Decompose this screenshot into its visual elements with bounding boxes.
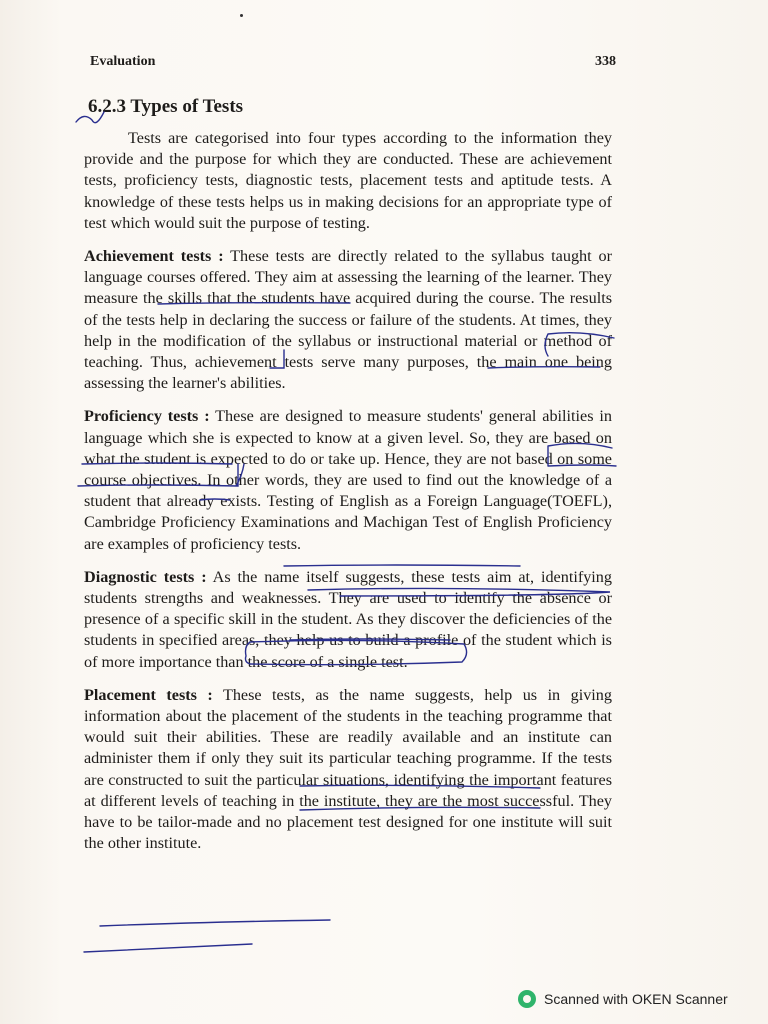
scanner-watermark	[518, 990, 728, 1008]
placement-tests-term: Placement tests :	[84, 685, 213, 704]
diagnostic-tests-term: Diagnostic tests :	[84, 567, 207, 586]
section-title: Types of Tests	[130, 96, 244, 117]
scanner-watermark-text: Scanned with OKEN Scanner	[544, 991, 728, 1007]
oken-logo-icon	[518, 990, 536, 1008]
section-number: 6.2.3	[88, 96, 126, 117]
proficiency-tests-text: These are designed to measure students' general abilities in language which she is expected to know at a given level. So, they are based on what the student is expected to do or take up. Hence, they are not based on some course objectives. In other words, they are used to find out the knowledge of a student that already exists. Testing of English as a Foreign Language(TOEFL), Cambridge Proficiency Examinations and Machigan Test of English Proficiency are examples of proficiency tests.	[84, 407, 612, 553]
section-heading	[88, 96, 243, 118]
proficiency-tests-paragraph	[84, 406, 612, 554]
scan-speck	[240, 14, 243, 17]
diagnostic-tests-text: As the name itself suggests, these tests aim at, identifying students strengths and weaknesses. They are used to identify the absence or presence of a specific skill in the student. As they discover the deficiencies of the students in specified areas, they help us to build a profile of the student which is of more importance than the score of a single test.	[84, 567, 612, 671]
placement-tests-paragraph	[84, 685, 612, 855]
underline-other-institute	[84, 944, 252, 952]
achievement-tests-term: Achievement tests :	[84, 247, 224, 266]
achievement-tests-paragraph	[84, 246, 612, 394]
body-text	[84, 128, 612, 867]
page-number: 338	[595, 54, 616, 69]
diagnostic-tests-paragraph	[84, 567, 612, 673]
achievement-tests-text: These tests are directly related to the syllabus taught or language courses offered. They aim at assessing the learning of the learner. They measure the skills that the students have acquired during the course. The results of the tests help in declaring the success or failure of the students. At times, they help in the modification of the syllabus or instructional material or method of teaching. Thus, achievement tests serve many purposes, the main one being assessing the learner's abilities.	[84, 247, 612, 393]
underline-tailor-made	[100, 920, 330, 926]
intro-paragraph: Tests are categorised into four types according to the information they provide and the purpose for which they are conducted. These are achievement tests, proficiency tests, diagnostic tests, placement tests and aptitude tests. A knowledge of these tests helps us in making decisions for an appropriate type of test which would suit the purpose of testing.	[84, 129, 612, 232]
placement-tests-text: These tests, as the name suggests, help us in giving information about the placement of the students in the teaching programme that would suit their abilities. These are readily available and an institute can administer them if only they suit its particular teaching programme. If the tests are constructed to suit the particular situations, identifying the important features at different levels of teaching in the institute, they are the most successful. They have to be tailor-made and no placement test designed for one institute will suit the other institute.	[84, 685, 612, 853]
running-head-title: Evaluation	[90, 54, 156, 69]
proficiency-tests-term: Proficiency tests :	[84, 407, 210, 426]
